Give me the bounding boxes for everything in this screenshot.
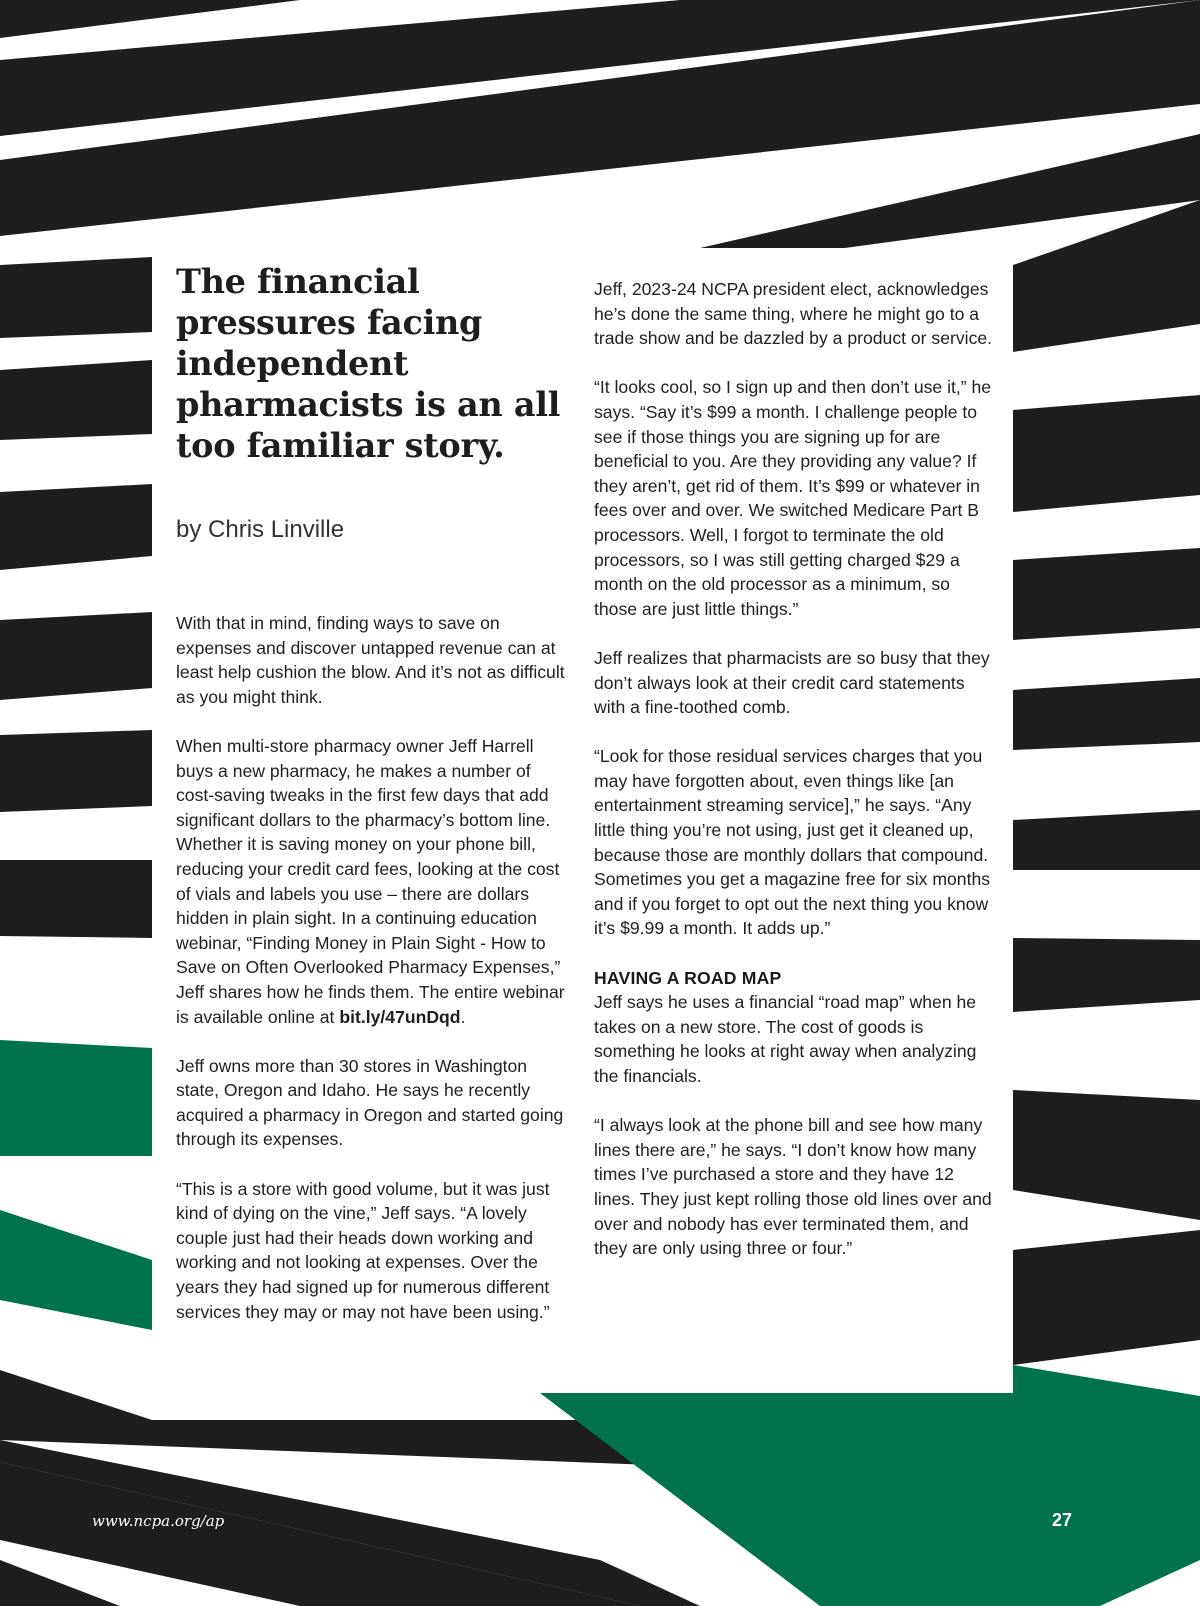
green-stripe xyxy=(0,1210,152,1330)
green-stripe xyxy=(540,1365,1200,1606)
article-panel xyxy=(152,248,1013,1393)
webinar-link[interactable]: bit.ly/47unDqd xyxy=(339,1006,461,1027)
paragraph: When multi-store pharmacy owner Jeff Harrell buys a new pharmacy, he makes a number of cost-saving tweaks in the first few days that add significant dollars to the pharmacy’s bottom line. Whether it is saving money on your phone bill, reducing your credit card fees, looking at the cost of vials and labels you use – there are dollars hidden in plain sight. In a continuing education webinar, “Finding Money in Plain Sight - How to Save on Often Overlooked Pharmacy Expenses,” Jeff shares how he finds them. The entire webinar is available online at bit.ly/47unDqd. xyxy=(176,735,565,1027)
black-stripe xyxy=(0,0,300,38)
black-stripe xyxy=(1013,678,1200,750)
black-stripe xyxy=(0,360,152,440)
left-column xyxy=(176,248,572,1349)
black-stripe xyxy=(1013,200,1200,352)
paragraph: Jeff, 2023-24 NCPA president elect, acknowledges he’s done the same thing, where he might go to a trade show and be dazzled by a product or service. xyxy=(594,279,993,349)
paragraph: Jeff realizes that pharmacists are so busy that they don’t always look at their credit card statements with a fine-toothed comb. xyxy=(594,647,990,718)
paragraph: Jeff owns more than 30 stores in Washington state, Oregon and Idaho. He says he recently acquired a pharmacy in Oregon and started going through its expenses. xyxy=(176,1055,564,1150)
right-column xyxy=(594,248,994,1285)
black-stripe xyxy=(1013,938,1200,1012)
paragraph: Jeff says he uses a financial “road map” when he takes on a new store. The cost of goods is something he looks at right away when analyzing the financials. xyxy=(594,992,977,1086)
black-stripe xyxy=(1013,1090,1200,1220)
black-stripe xyxy=(0,730,152,812)
black-stripe xyxy=(1013,1230,1200,1365)
black-stripe xyxy=(0,1560,120,1606)
footer-url: www.ncpa.org/ap xyxy=(92,1512,225,1530)
black-stripe xyxy=(1013,395,1200,512)
section-subhead: HAVING A ROAD MAP xyxy=(594,967,782,988)
right-column-body-continued xyxy=(594,990,994,1261)
paragraph: “This is a store with good volume, but it was just kind of dying on the vine,” Jeff says. “A lovely couple just had their heads down working and working and not looking at expenses. Over the years they had signed up for numerous different services they may or may not have been using.” xyxy=(176,1178,550,1322)
black-stripe xyxy=(1013,810,1200,870)
paragraph: “I always look at the phone bill and see how many lines there are,” he says. “I don’t know how many times I’ve purchased a store and they have 12 lines. They just kept rolling those old lines over and over and nobody has ever terminated them, and they are only using three or four.” xyxy=(594,1115,992,1259)
left-column-body xyxy=(176,611,572,1324)
black-stripe xyxy=(0,860,152,938)
green-stripe xyxy=(0,1040,152,1156)
byline: by Chris Linville xyxy=(176,516,345,543)
black-stripe xyxy=(0,484,152,570)
paragraph: “Look for those residual services charges that you may have forgotten about, even things like [an entertainment streaming service],” he says. “Any little thing you’re not using, just get it cleaned up, because those are monthly dollars that compound. Sometimes you get a magazine free for six months and if you forget to opt out the next thing you know it’s $9.99 a month. It adds up.” xyxy=(594,746,991,939)
black-stripe xyxy=(0,612,152,700)
page-number: 27 xyxy=(1052,1510,1073,1530)
black-stripe xyxy=(0,257,152,338)
article-headline: The financial pressures facing independent pharmacists is an all too familiar story. xyxy=(176,262,561,465)
right-column-body xyxy=(594,277,994,941)
black-stripe xyxy=(1013,548,1200,640)
paragraph: With that in mind, finding ways to save on expenses and discover untapped revenue can at least help cushion the blow. And it’s not as difficult as you might think. xyxy=(176,613,565,707)
paragraph: “It looks cool, so I sign up and then don’t use it,” he says. “Say it’s $99 a month. I challenge people to see if those things you are signing up for are beneficial to you. Are they providing any value? If they aren’t, get rid of them. It’s $99 or whatever in fees over and over. We switched Medicare Part B processors. Well, I forgot to terminate the old processors, so I was still getting charged $29 a month on the old processor as a minimum, so those are just little things.” xyxy=(594,377,992,619)
